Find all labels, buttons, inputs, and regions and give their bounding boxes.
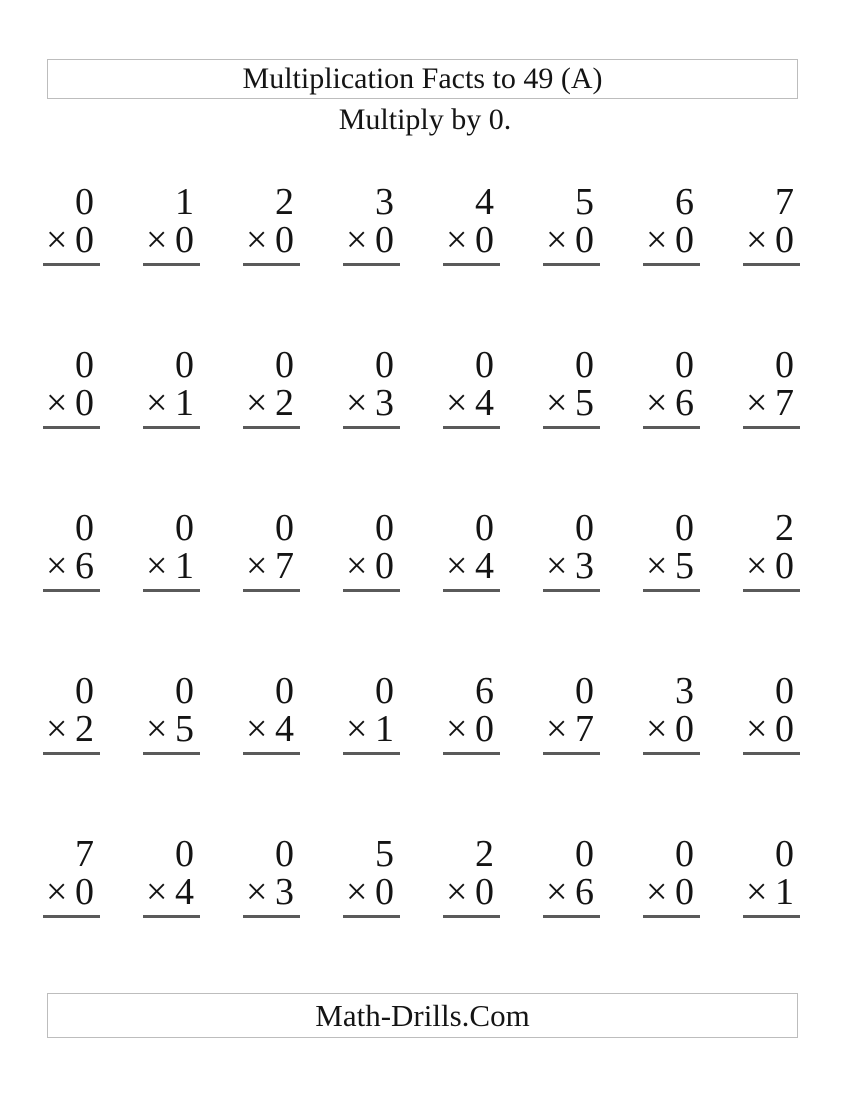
answer-line: [243, 263, 300, 266]
multiplication-problem: [143, 509, 200, 672]
multiplier: 4: [475, 382, 494, 424]
answer-line: [43, 589, 100, 592]
multiply-sign: ×: [546, 708, 568, 750]
answer-line: [543, 426, 600, 429]
multiplicand: 0: [575, 833, 594, 875]
bottom-line: [743, 384, 800, 422]
answer-line: [543, 752, 600, 755]
answer-line: [443, 589, 500, 592]
bottom-line: [643, 873, 700, 911]
multiplier: 4: [275, 708, 294, 750]
bottom-line: [43, 384, 100, 422]
multiply-sign: ×: [46, 382, 68, 424]
multiplier: 0: [375, 219, 394, 261]
answer-line: [743, 589, 800, 592]
multiply-sign: ×: [546, 382, 568, 424]
multiplicand: 0: [175, 344, 194, 386]
multiplicand: 0: [675, 833, 694, 875]
multiplicand: 0: [375, 507, 394, 549]
multiplication-problem: [243, 835, 300, 998]
multiplicand: 4: [475, 181, 494, 223]
multiplicand: 0: [75, 344, 94, 386]
multiplicand: 2: [775, 507, 794, 549]
multiplication-problem: [243, 346, 300, 509]
multiplication-problem: [43, 835, 100, 998]
answer-line: [243, 589, 300, 592]
multiplicand: 0: [675, 507, 694, 549]
footer-box: [47, 993, 798, 1038]
multiplicand: 0: [275, 344, 294, 386]
multiplier: 1: [175, 382, 194, 424]
multiply-sign: ×: [746, 545, 768, 587]
multiplier: 3: [375, 382, 394, 424]
multiplicand: 7: [75, 833, 94, 875]
multiplication-problem: [343, 835, 400, 998]
multiplicand: 0: [275, 507, 294, 549]
answer-line: [443, 915, 500, 918]
answer-line: [743, 263, 800, 266]
multiplier: 0: [475, 871, 494, 913]
bottom-line: [243, 873, 300, 911]
problem-row: [43, 346, 800, 509]
multiplication-problem: [243, 183, 300, 346]
multiplication-problem: [743, 835, 800, 998]
multiplication-problem: [43, 672, 100, 835]
bottom-line: [543, 547, 600, 585]
answer-line: [143, 263, 200, 266]
multiplication-problem: [743, 509, 800, 672]
multiply-sign: ×: [646, 545, 668, 587]
multiplier: 3: [575, 545, 594, 587]
multiplication-problem: [443, 835, 500, 998]
multiplier: 1: [775, 871, 794, 913]
multiply-sign: ×: [446, 871, 468, 913]
worksheet-grid: [43, 183, 800, 998]
multiplier: 0: [75, 382, 94, 424]
multiplicand: 0: [775, 833, 794, 875]
multiply-sign: ×: [646, 871, 668, 913]
answer-line: [43, 426, 100, 429]
multiplicand: 0: [275, 670, 294, 712]
bottom-line: [343, 873, 400, 911]
bottom-line: [243, 384, 300, 422]
multiplier: 0: [675, 871, 694, 913]
problem-row: [43, 183, 800, 346]
answer-line: [143, 426, 200, 429]
multiplicand: 0: [75, 181, 94, 223]
multiply-sign: ×: [146, 871, 168, 913]
multiply-sign: ×: [446, 219, 468, 261]
answer-line: [343, 426, 400, 429]
bottom-line: [243, 221, 300, 259]
multiplicand: 0: [375, 670, 394, 712]
multiplier: 2: [275, 382, 294, 424]
multiply-sign: ×: [46, 708, 68, 750]
multiplier: 5: [575, 382, 594, 424]
multiplicand: 0: [75, 507, 94, 549]
multiplicand: 6: [675, 181, 694, 223]
answer-line: [643, 915, 700, 918]
multiplication-problem: [643, 672, 700, 835]
bottom-line: [243, 547, 300, 585]
bottom-line: [643, 710, 700, 748]
multiply-sign: ×: [746, 871, 768, 913]
multiply-sign: ×: [446, 382, 468, 424]
multiply-sign: ×: [346, 545, 368, 587]
answer-line: [443, 263, 500, 266]
multiplication-problem: [343, 183, 400, 346]
multiplication-problem: [43, 509, 100, 672]
answer-line: [343, 263, 400, 266]
bottom-line: [543, 873, 600, 911]
problem-row: [43, 835, 800, 998]
multiplication-problem: [143, 672, 200, 835]
multiplicand: 6: [475, 670, 494, 712]
multiplicand: 2: [475, 833, 494, 875]
multiplication-problem: [143, 346, 200, 509]
answer-line: [743, 752, 800, 755]
bottom-line: [543, 384, 600, 422]
answer-line: [143, 752, 200, 755]
multiplicand: 0: [775, 344, 794, 386]
answer-line: [643, 263, 700, 266]
multiplication-problem: [643, 509, 700, 672]
multiply-sign: ×: [746, 219, 768, 261]
bottom-line: [243, 710, 300, 748]
multiplier: 3: [275, 871, 294, 913]
multiplicand: 7: [775, 181, 794, 223]
title-box: [47, 59, 798, 99]
answer-line: [643, 752, 700, 755]
answer-line: [43, 915, 100, 918]
multiply-sign: ×: [246, 545, 268, 587]
multiply-sign: ×: [46, 545, 68, 587]
bottom-line: [743, 547, 800, 585]
answer-line: [543, 263, 600, 266]
multiplication-problem: [643, 346, 700, 509]
multiplicand: 0: [675, 344, 694, 386]
answer-line: [543, 915, 600, 918]
answer-line: [743, 915, 800, 918]
multiply-sign: ×: [546, 871, 568, 913]
multiplicand: 0: [475, 344, 494, 386]
answer-line: [343, 752, 400, 755]
bottom-line: [143, 384, 200, 422]
bottom-line: [43, 873, 100, 911]
multiplicand: 0: [575, 344, 594, 386]
multiplicand: 3: [675, 670, 694, 712]
multiplicand: 5: [575, 181, 594, 223]
page-title: Multiplication Facts to 49 (A): [242, 62, 603, 95]
multiplication-problem: [643, 835, 700, 998]
multiplication-problem: [243, 509, 300, 672]
multiplication-problem: [243, 672, 300, 835]
multiplier: 1: [375, 708, 394, 750]
multiplier: 1: [175, 545, 194, 587]
multiplier: 5: [175, 708, 194, 750]
bottom-line: [443, 873, 500, 911]
multiplier: 4: [475, 545, 494, 587]
multiplicand: 5: [375, 833, 394, 875]
multiplication-problem: [443, 183, 500, 346]
multiplicand: 0: [175, 507, 194, 549]
answer-line: [243, 915, 300, 918]
answer-line: [43, 752, 100, 755]
multiplication-problem: [543, 672, 600, 835]
multiplication-problem: [543, 835, 600, 998]
bottom-line: [343, 710, 400, 748]
multiplier: 0: [775, 219, 794, 261]
multiplicand: 2: [275, 181, 294, 223]
multiplier: 6: [75, 545, 94, 587]
multiplier: 0: [75, 871, 94, 913]
bottom-line: [143, 221, 200, 259]
multiply-sign: ×: [646, 382, 668, 424]
bottom-line: [743, 873, 800, 911]
bottom-line: [443, 547, 500, 585]
multiplicand: 0: [175, 833, 194, 875]
multiplier: 0: [575, 219, 594, 261]
multiply-sign: ×: [446, 708, 468, 750]
bottom-line: [43, 547, 100, 585]
bottom-line: [743, 221, 800, 259]
problem-row: [43, 509, 800, 672]
bottom-line: [743, 710, 800, 748]
multiplier: 7: [575, 708, 594, 750]
bottom-line: [343, 221, 400, 259]
bottom-line: [643, 384, 700, 422]
multiplicand: 0: [375, 344, 394, 386]
bottom-line: [343, 547, 400, 585]
answer-line: [343, 915, 400, 918]
multiply-sign: ×: [146, 219, 168, 261]
multiplier: 0: [375, 871, 394, 913]
multiply-sign: ×: [246, 219, 268, 261]
bottom-line: [443, 384, 500, 422]
multiplier: 0: [175, 219, 194, 261]
answer-line: [643, 589, 700, 592]
multiplicand: 0: [175, 670, 194, 712]
multiplier: 0: [475, 708, 494, 750]
multiplication-problem: [443, 672, 500, 835]
page-subtitle: Multiply by 0.: [338, 103, 512, 136]
multiplicand: 0: [775, 670, 794, 712]
problem-row: [43, 672, 800, 835]
bottom-line: [443, 221, 500, 259]
bottom-line: [143, 547, 200, 585]
multiplication-problem: [743, 183, 800, 346]
multiplier: 0: [275, 219, 294, 261]
multiplier: 7: [275, 545, 294, 587]
multiplier: 4: [175, 871, 194, 913]
multiplicand: 3: [375, 181, 394, 223]
bottom-line: [543, 710, 600, 748]
multiplier: 0: [675, 219, 694, 261]
multiply-sign: ×: [446, 545, 468, 587]
multiplicand: 1: [175, 181, 194, 223]
multiply-sign: ×: [246, 708, 268, 750]
bottom-line: [143, 873, 200, 911]
multiplication-problem: [143, 183, 200, 346]
multiplication-problem: [343, 509, 400, 672]
multiplication-problem: [543, 509, 600, 672]
multiplication-problem: [43, 346, 100, 509]
multiplicand: 0: [575, 670, 594, 712]
multiply-sign: ×: [546, 219, 568, 261]
answer-line: [43, 263, 100, 266]
multiply-sign: ×: [346, 382, 368, 424]
multiply-sign: ×: [346, 871, 368, 913]
multiply-sign: ×: [346, 708, 368, 750]
multiply-sign: ×: [646, 708, 668, 750]
answer-line: [543, 589, 600, 592]
multiplier: 5: [675, 545, 694, 587]
multiply-sign: ×: [346, 219, 368, 261]
multiply-sign: ×: [746, 382, 768, 424]
multiplier: 0: [775, 708, 794, 750]
bottom-line: [43, 221, 100, 259]
bottom-line: [643, 547, 700, 585]
answer-line: [143, 589, 200, 592]
multiplier: 2: [75, 708, 94, 750]
answer-line: [243, 426, 300, 429]
answer-line: [443, 426, 500, 429]
multiplication-problem: [143, 835, 200, 998]
multiply-sign: ×: [246, 382, 268, 424]
answer-line: [743, 426, 800, 429]
multiplication-problem: [743, 346, 800, 509]
footer-brand: Math-Drills.Com: [315, 997, 530, 1033]
multiplication-problem: [443, 509, 500, 672]
multiplication-problem: [643, 183, 700, 346]
bottom-line: [643, 221, 700, 259]
multiply-sign: ×: [146, 708, 168, 750]
multiplier: 0: [675, 708, 694, 750]
bottom-line: [143, 710, 200, 748]
multiply-sign: ×: [546, 545, 568, 587]
multiplier: 6: [675, 382, 694, 424]
multiplier: 0: [475, 219, 494, 261]
bottom-line: [543, 221, 600, 259]
answer-line: [243, 752, 300, 755]
answer-line: [343, 589, 400, 592]
multiplicand: 0: [75, 670, 94, 712]
answer-line: [643, 426, 700, 429]
multiplier: 6: [575, 871, 594, 913]
multiplier: 0: [775, 545, 794, 587]
multiplier: 0: [75, 219, 94, 261]
bottom-line: [443, 710, 500, 748]
multiplicand: 0: [575, 507, 594, 549]
multiplication-problem: [343, 672, 400, 835]
multiply-sign: ×: [746, 708, 768, 750]
multiplication-problem: [743, 672, 800, 835]
multiplier: 0: [375, 545, 394, 587]
multiplier: 7: [775, 382, 794, 424]
multiplicand: 0: [475, 507, 494, 549]
multiply-sign: ×: [46, 871, 68, 913]
answer-line: [143, 915, 200, 918]
bottom-line: [43, 710, 100, 748]
multiplication-problem: [543, 183, 600, 346]
multiplicand: 0: [275, 833, 294, 875]
multiplication-problem: [443, 346, 500, 509]
answer-line: [443, 752, 500, 755]
multiplication-problem: [543, 346, 600, 509]
bottom-line: [343, 384, 400, 422]
multiply-sign: ×: [146, 545, 168, 587]
multiplication-problem: [343, 346, 400, 509]
multiply-sign: ×: [246, 871, 268, 913]
multiply-sign: ×: [646, 219, 668, 261]
multiplication-problem: [43, 183, 100, 346]
multiply-sign: ×: [46, 219, 68, 261]
multiply-sign: ×: [146, 382, 168, 424]
